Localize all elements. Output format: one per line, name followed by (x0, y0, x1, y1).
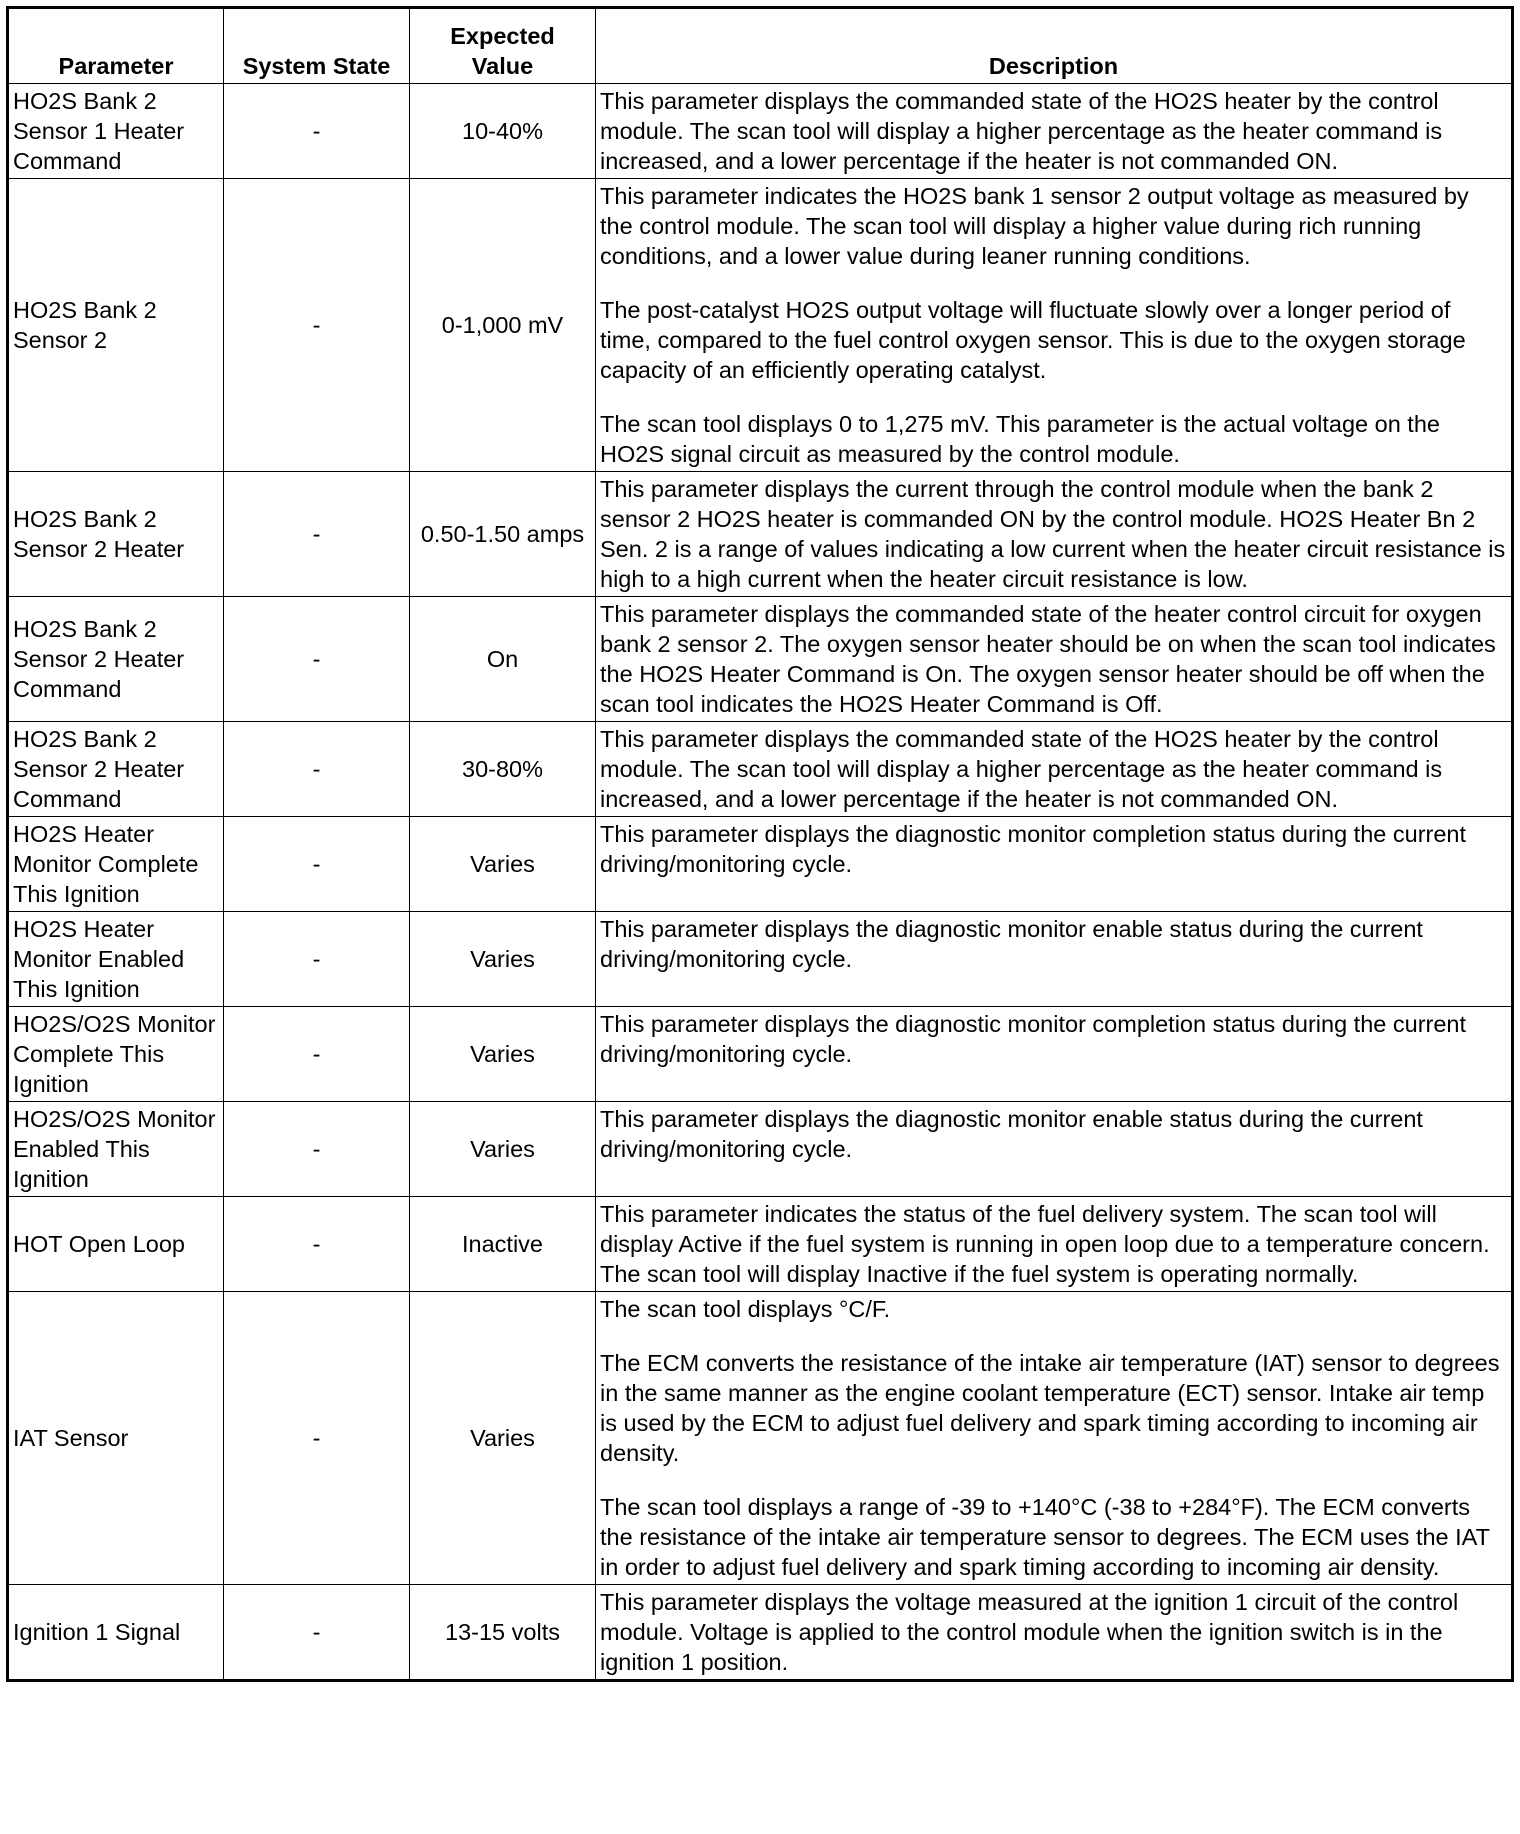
cell-system-state: - (224, 1585, 410, 1681)
cell-description (596, 722, 1513, 817)
cell-expected-value: 0-1,000 mV (410, 179, 596, 472)
cell-parameter: IAT Sensor (8, 1292, 224, 1585)
description-paragraph: This parameter indicates the HO2S bank 1 sensor 2 output voltage as measured by the control module. The scan tool will display a higher value during rich running conditions, and a lower value during leaner running conditions. (600, 183, 1469, 269)
header-expected-value (410, 8, 596, 84)
cell-expected-value: 30-80% (410, 722, 596, 817)
description-paragraph: The scan tool displays °C/F. (600, 1296, 891, 1322)
cell-expected-value: Varies (410, 817, 596, 912)
cell-parameter: HO2S Bank 2 Sensor 1 Heater Command (8, 84, 224, 179)
table-body (8, 84, 1513, 1681)
cell-expected-value: 13-15 volts (410, 1585, 596, 1681)
cell-expected-value: Varies (410, 1007, 596, 1102)
cell-description (596, 179, 1513, 472)
description-paragraph: This parameter displays the commanded state of the HO2S heater by the control module. The scan tool will display a higher percentage as the heater command is increased, and a lower percentage if the heater is not commanded ON. (600, 726, 1443, 812)
cell-description (596, 472, 1513, 597)
cell-expected-value: On (410, 597, 596, 722)
cell-description (596, 84, 1513, 179)
table-row (8, 817, 1513, 912)
cell-parameter: Ignition 1 Signal (8, 1585, 224, 1681)
cell-parameter: HO2S/O2S Monitor Complete This Ignition (8, 1007, 224, 1102)
description-paragraph: This parameter displays the diagnostic monitor enable status during the current driving/monitoring cycle. (600, 916, 1423, 972)
cell-description (596, 597, 1513, 722)
cell-system-state: - (224, 912, 410, 1007)
header-system-state: System State (224, 8, 410, 84)
parameter-table (6, 6, 1514, 1682)
description-paragraph: This parameter indicates the status of the fuel delivery system. The scan tool will display Active if the fuel system is running in open loop due to a temperature concern. The scan tool will display Inactive if the fuel system is operating normally. (600, 1201, 1490, 1287)
cell-parameter: HOT Open Loop (8, 1197, 224, 1292)
table-row (8, 179, 1513, 472)
table-row (8, 1007, 1513, 1102)
table-row (8, 84, 1513, 179)
table-row (8, 1292, 1513, 1585)
cell-parameter: HO2S Heater Monitor Complete This Ignition (8, 817, 224, 912)
header-row (8, 8, 1513, 84)
cell-description (596, 912, 1513, 1007)
table-row (8, 1102, 1513, 1197)
cell-description (596, 1102, 1513, 1197)
header-parameter: Parameter (8, 8, 224, 84)
cell-expected-value: Inactive (410, 1197, 596, 1292)
table-row (8, 1585, 1513, 1681)
table-row (8, 597, 1513, 722)
description-paragraph: This parameter displays the commanded state of the HO2S heater by the control module. The scan tool will display a higher percentage as the heater command is increased, and a lower percentage if the heater is not commanded ON. (600, 88, 1443, 174)
table-row (8, 912, 1513, 1007)
cell-system-state: - (224, 597, 410, 722)
header-expected-value-label: Expected Value (450, 23, 555, 79)
description-paragraph: The scan tool displays a range of -39 to +140°C (-38 to +284°F). The ECM converts the resistance of the intake air temperature sensor to degrees. The ECM uses the IAT in order to adjust fuel delivery and spark timing according to incoming air density. (600, 1494, 1490, 1580)
cell-expected-value: Varies (410, 1102, 596, 1197)
cell-description (596, 1197, 1513, 1292)
description-paragraph: This parameter displays the diagnostic monitor completion status during the current driving/monitoring cycle. (600, 1011, 1467, 1067)
cell-description (596, 1585, 1513, 1681)
cell-system-state: - (224, 1102, 410, 1197)
description-paragraph: This parameter displays the voltage measured at the ignition 1 circuit of the control module. Voltage is applied to the control module when the ignition switch is in the ignition 1 position. (600, 1589, 1459, 1675)
table-row (8, 1197, 1513, 1292)
cell-description (596, 1292, 1513, 1585)
cell-parameter: HO2S Bank 2 Sensor 2 (8, 179, 224, 472)
cell-parameter: HO2S Bank 2 Sensor 2 Heater Command (8, 597, 224, 722)
cell-system-state: - (224, 722, 410, 817)
description-paragraph: The scan tool displays 0 to 1,275 mV. This parameter is the actual voltage on the HO2S signal circuit as measured by the control module. (600, 411, 1440, 467)
cell-system-state: - (224, 1007, 410, 1102)
cell-parameter: HO2S Bank 2 Sensor 2 Heater Command (8, 722, 224, 817)
cell-description (596, 817, 1513, 912)
cell-system-state: - (224, 1197, 410, 1292)
cell-system-state: - (224, 817, 410, 912)
description-paragraph: This parameter displays the diagnostic monitor completion status during the current driving/monitoring cycle. (600, 821, 1467, 877)
cell-system-state: - (224, 472, 410, 597)
cell-parameter: HO2S/O2S Monitor Enabled This Ignition (8, 1102, 224, 1197)
header-description: Description (596, 8, 1513, 84)
cell-system-state: - (224, 179, 410, 472)
cell-system-state: - (224, 84, 410, 179)
description-paragraph: This parameter displays the current through the control module when the bank 2 sensor 2 HO2S heater is commanded ON by the control module. HO2S Heater Bn 2 Sen. 2 is a range of values indicating a low current when the heater circuit resistance is high to a high current when the heater circuit resistance is low. (600, 476, 1506, 592)
description-paragraph: This parameter displays the commanded state of the heater control circuit for oxygen bank 2 sensor 2. The oxygen sensor heater should be on when the scan tool indicates the HO2S Heater Command is On. The oxygen sensor heater should be off when the scan tool indicates the HO2S Heater Command is Off. (600, 601, 1496, 717)
cell-parameter: HO2S Bank 2 Sensor 2 Heater (8, 472, 224, 597)
cell-description (596, 1007, 1513, 1102)
cell-parameter: HO2S Heater Monitor Enabled This Ignition (8, 912, 224, 1007)
table-row (8, 472, 1513, 597)
description-paragraph: The ECM converts the resistance of the intake air temperature (IAT) sensor to degrees in the same manner as the engine coolant temperature (ECT) sensor. Intake air temp is used by the ECM to adjust fuel delivery and spark timing according to incoming air density. (600, 1350, 1500, 1466)
description-paragraph: This parameter displays the diagnostic monitor enable status during the current driving/monitoring cycle. (600, 1106, 1423, 1162)
cell-expected-value: 0.50-1.50 amps (410, 472, 596, 597)
cell-expected-value: Varies (410, 1292, 596, 1585)
cell-system-state: - (224, 1292, 410, 1585)
cell-expected-value: 10-40% (410, 84, 596, 179)
description-paragraph: The post-catalyst HO2S output voltage will fluctuate slowly over a longer period of time, compared to the fuel control oxygen sensor. This is due to the oxygen storage capacity of an efficiently operating catalyst. (600, 297, 1466, 383)
cell-expected-value: Varies (410, 912, 596, 1007)
table-row (8, 722, 1513, 817)
